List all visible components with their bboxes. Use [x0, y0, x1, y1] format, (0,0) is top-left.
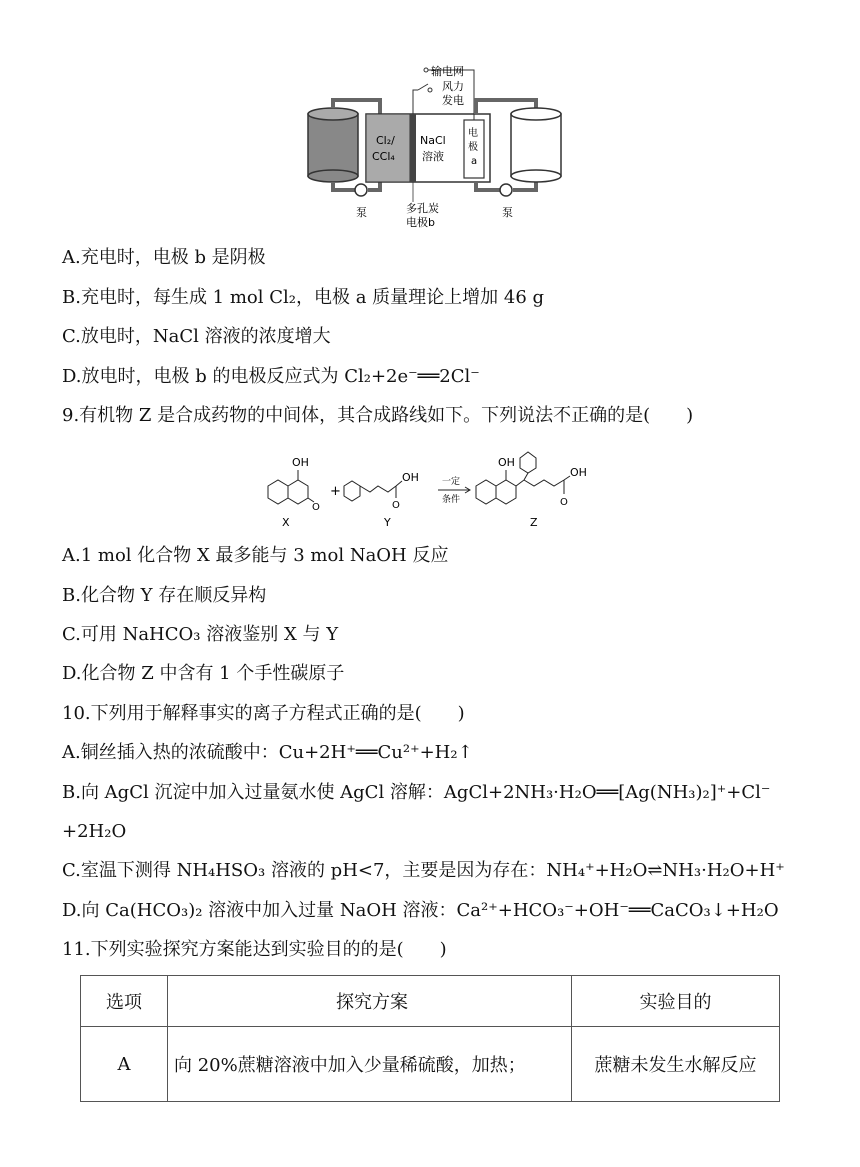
- pump-right-label: 泵: [502, 206, 513, 219]
- q9-stem: 9.有机物 Z 是合成药物的中间体，其合成路线如下。下列说法不正确的是( ): [62, 405, 694, 426]
- q9-option-b: B.化合物 Y 存在顺反异构: [62, 585, 267, 606]
- grid-label: 输电网: [431, 65, 464, 78]
- plus-sign: +: [330, 484, 341, 499]
- right-tank: [511, 114, 561, 176]
- q10-option-c: C.室温下测得 NH₄HSO₃ 溶液的 pH<7，主要是因为存在：NH₄⁺+H₂O⇌NH₃·H₂O+H⁺: [62, 860, 785, 881]
- switch-icon: [418, 84, 428, 90]
- q10-option-a: A.铜丝插入热的浓硫酸中：Cu+2H⁺══Cu²⁺+H₂↑: [62, 742, 473, 763]
- q9-option-d: D.化合物 Z 中含有 1 个手性碳原子: [62, 663, 345, 684]
- reaction-scheme: [262, 448, 602, 538]
- experiment-table: [80, 975, 780, 1102]
- q10-option-b: B.向 AgCl 沉淀中加入过量氨水使 AgCl 溶解：AgCl+2NH₃·H₂O══[Ag(NH₃)₂]⁺+Cl⁻: [62, 782, 771, 803]
- electrode-a-label-3: a: [471, 156, 478, 167]
- q10-option-d: D.向 Ca(HCO₃)₂ 溶液中加入过量 NaOH 溶液：Ca²⁺+HCO₃⁻+OH⁻══CaCO₃↓+H₂O: [62, 900, 779, 921]
- pump-left-label: 泵: [356, 206, 367, 219]
- left-pump-icon: [355, 184, 367, 196]
- z-label: Z: [530, 516, 538, 529]
- porous-electrode-b: [410, 114, 416, 182]
- y-o: O: [392, 500, 400, 511]
- z-cooh: OH: [570, 466, 587, 479]
- electrode-a-label-1: 电: [468, 128, 478, 139]
- table-row: [81, 1027, 780, 1102]
- x-oh: OH: [292, 456, 309, 469]
- condition-top: 一定: [442, 477, 461, 487]
- row-a-plan: 向 20%蔗糖溶液中加入少量稀硫酸，加热；: [168, 1027, 572, 1102]
- header-plan: 探究方案: [168, 976, 572, 1027]
- electrode-a-label-2: 极: [468, 142, 478, 153]
- x-o: O: [312, 502, 320, 513]
- porous-label-1: 多孔炭: [406, 202, 439, 215]
- ccl4-label: CCl₄: [372, 150, 395, 163]
- q8-option-b: B.充电时，每生成 1 mol Cl₂，电极 a 质量理论上增加 46 g: [62, 287, 545, 308]
- x-label: X: [282, 516, 290, 529]
- q8-option-c: C.放电时，NaCl 溶液的浓度增大: [62, 326, 331, 347]
- wind-label-2: 发电: [442, 94, 464, 107]
- right-pump-icon: [500, 184, 512, 196]
- y-label: Y: [384, 516, 391, 529]
- wind-label-1: 风力: [442, 80, 464, 93]
- cl2-label: Cl₂/: [376, 134, 395, 147]
- porous-label-2: 电极b: [406, 216, 435, 229]
- y-oh: OH: [402, 471, 419, 484]
- battery-diagram: [300, 62, 570, 232]
- header-option: 选项: [81, 976, 168, 1027]
- q8-option-d: D.放电时，电极 b 的电极反应式为 Cl₂+2e⁻══2Cl⁻: [62, 366, 480, 387]
- q8-option-a: A.充电时，电极 b 是阴极: [62, 247, 266, 268]
- z-oh: OH: [498, 456, 515, 469]
- q9-option-a: A.1 mol 化合物 X 最多能与 3 mol NaOH 反应: [62, 545, 449, 566]
- header-purpose: 实验目的: [572, 976, 780, 1027]
- q9-option-c: C.可用 NaHCO₃ 溶液鉴别 X 与 Y: [62, 624, 339, 645]
- left-tank: [308, 114, 358, 176]
- nacl-label: NaCl: [420, 134, 446, 147]
- q10-stem: 10.下列用于解释事实的离子方程式正确的是( ): [62, 703, 465, 724]
- q10-option-b-cont: +2H₂O: [62, 821, 127, 842]
- row-a-option: A: [81, 1027, 168, 1102]
- solution-label: 溶液: [422, 150, 444, 163]
- condition-bottom: 条件: [442, 495, 461, 505]
- q11-stem: 11.下列实验探究方案能达到实验目的的是( ): [62, 939, 447, 960]
- table-header-row: [81, 976, 780, 1027]
- row-a-purpose: 蔗糖未发生水解反应: [572, 1027, 780, 1102]
- z-o: O: [560, 497, 568, 508]
